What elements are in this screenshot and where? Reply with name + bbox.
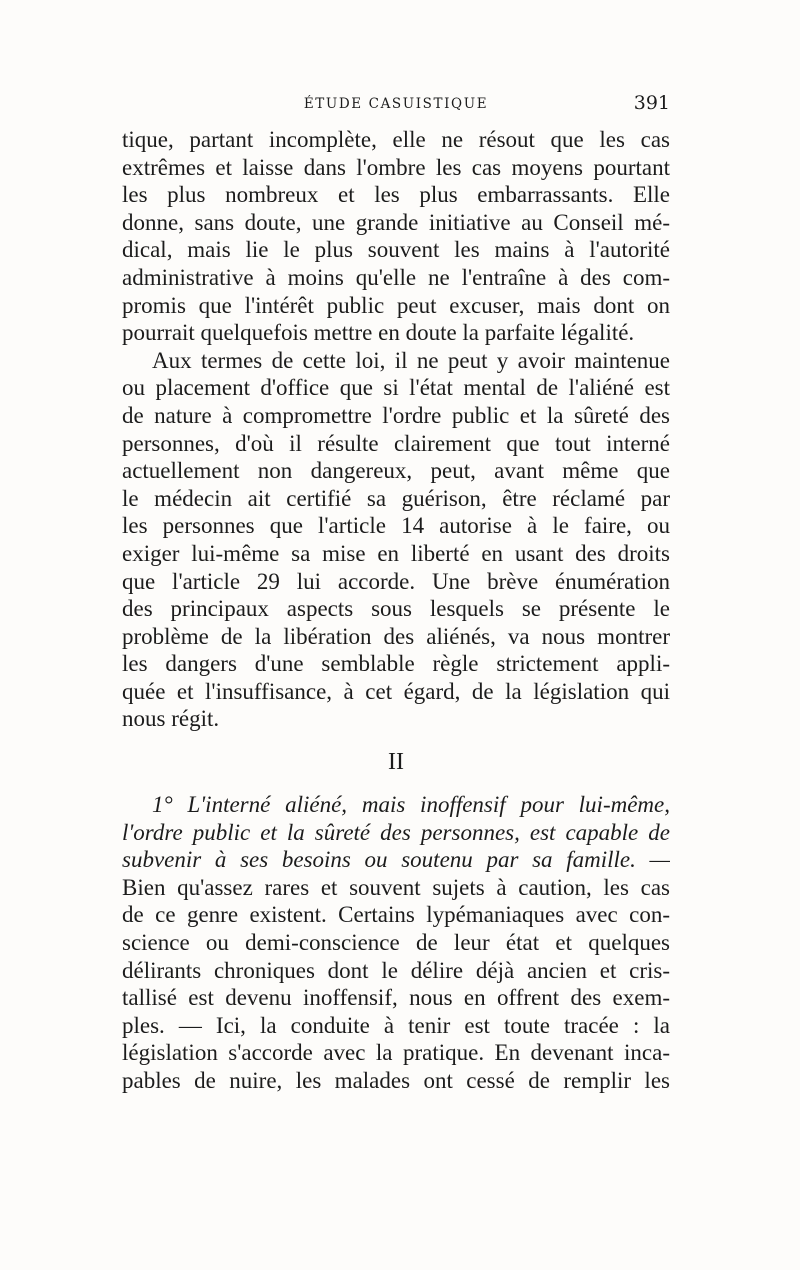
text-line: les personnes que l'article 14 autorise à le faire, ou	[122, 513, 670, 539]
text-line: délirants chroniques dont le délire déjà ancien et cris-	[122, 957, 670, 983]
text-line: les plus nombreux et les plus embarrassants. Elle	[122, 182, 670, 208]
text-line: l'ordre public et la sûreté des personnes, est capable de	[122, 819, 670, 845]
text-line: donne, sans doute, une grande initiative au Conseil mé-	[122, 209, 670, 235]
text-line: exiger lui-même sa mise en liberté en usant des droits	[122, 540, 670, 566]
text-line: ou placement d'office que si l'état mental de l'aliéné est	[122, 375, 670, 401]
text-line: Bien qu'assez rares et souvent sujets à caution, les cas	[122, 874, 670, 900]
text-line: le médecin ait certifié sa guérison, être réclamé par	[122, 485, 670, 511]
text-line: Aux termes de cette loi, il ne peut y avoir maintenue	[152, 347, 670, 373]
text-line: tique, partant incomplète, elle ne résout que les cas	[122, 127, 670, 152]
page-number: 391	[633, 92, 670, 114]
paragraph-continued	[122, 126, 670, 347]
text-line: personnes, d'où il résulte clairement que tout interné	[122, 430, 670, 456]
body-text	[122, 126, 670, 1095]
text-line: quée et l'insuffisance, à cet égard, de la législation qui	[122, 678, 670, 704]
text-line: de ce genre existent. Certains lypémaniaques avec con-	[122, 902, 670, 928]
paragraph-case-one	[122, 791, 670, 1095]
text-line: de nature à compromettre l'ordre public et la sûreté des	[122, 402, 670, 428]
text-line: extrêmes et laisse dans l'ombre les cas moyens pourtant	[122, 154, 670, 180]
text-line: pourrait quelquefois mettre en doute la parfaite légalité.	[122, 320, 635, 346]
running-header	[122, 92, 670, 114]
text-line: pables de nuire, les malades ont cessé de remplir les	[122, 1068, 670, 1093]
text-line: actuellement non dangereux, peut, avant même que	[122, 458, 670, 484]
text-line: tallisé est devenu inoffensif, nous en offrent des exem-	[122, 985, 670, 1011]
text-line: problème de la libération des aliénés, va nous montrer	[122, 623, 670, 649]
text-line: nous régit.	[122, 706, 220, 732]
text-line: ples. — Ici, la conduite à tenir est toute tracée : la	[122, 1012, 670, 1038]
running-title: ÉTUDE CASUISTIQUE	[303, 96, 489, 112]
text-line: les dangers d'une semblable règle strictement appli-	[122, 651, 670, 677]
paragraph-law-terms	[122, 347, 670, 733]
text-line: science ou demi-conscience de leur état et quelques	[122, 930, 670, 956]
text-line: dical, mais lie le plus souvent les mains à l'autorité	[122, 237, 670, 263]
text-line: 1° L'interné aliéné, mais inoffensif pour lui-même,	[152, 792, 670, 818]
text-line: promis que l'intérêt public peut excuser, mais dont on	[122, 292, 670, 318]
text-line: subvenir à ses besoins ou soutenu par sa famille. —	[122, 847, 670, 873]
text-line: législation s'accorde avec la pratique. En devenant inca-	[122, 1040, 670, 1066]
text-line: que l'article 29 lui accorde. Une brève énumération	[122, 568, 670, 594]
text-line: des principaux aspects sous lesquels se présente le	[122, 596, 670, 622]
text-line: administrative à moins qu'elle ne l'entraîne à des com-	[122, 264, 670, 290]
section-heading: II	[388, 749, 404, 776]
